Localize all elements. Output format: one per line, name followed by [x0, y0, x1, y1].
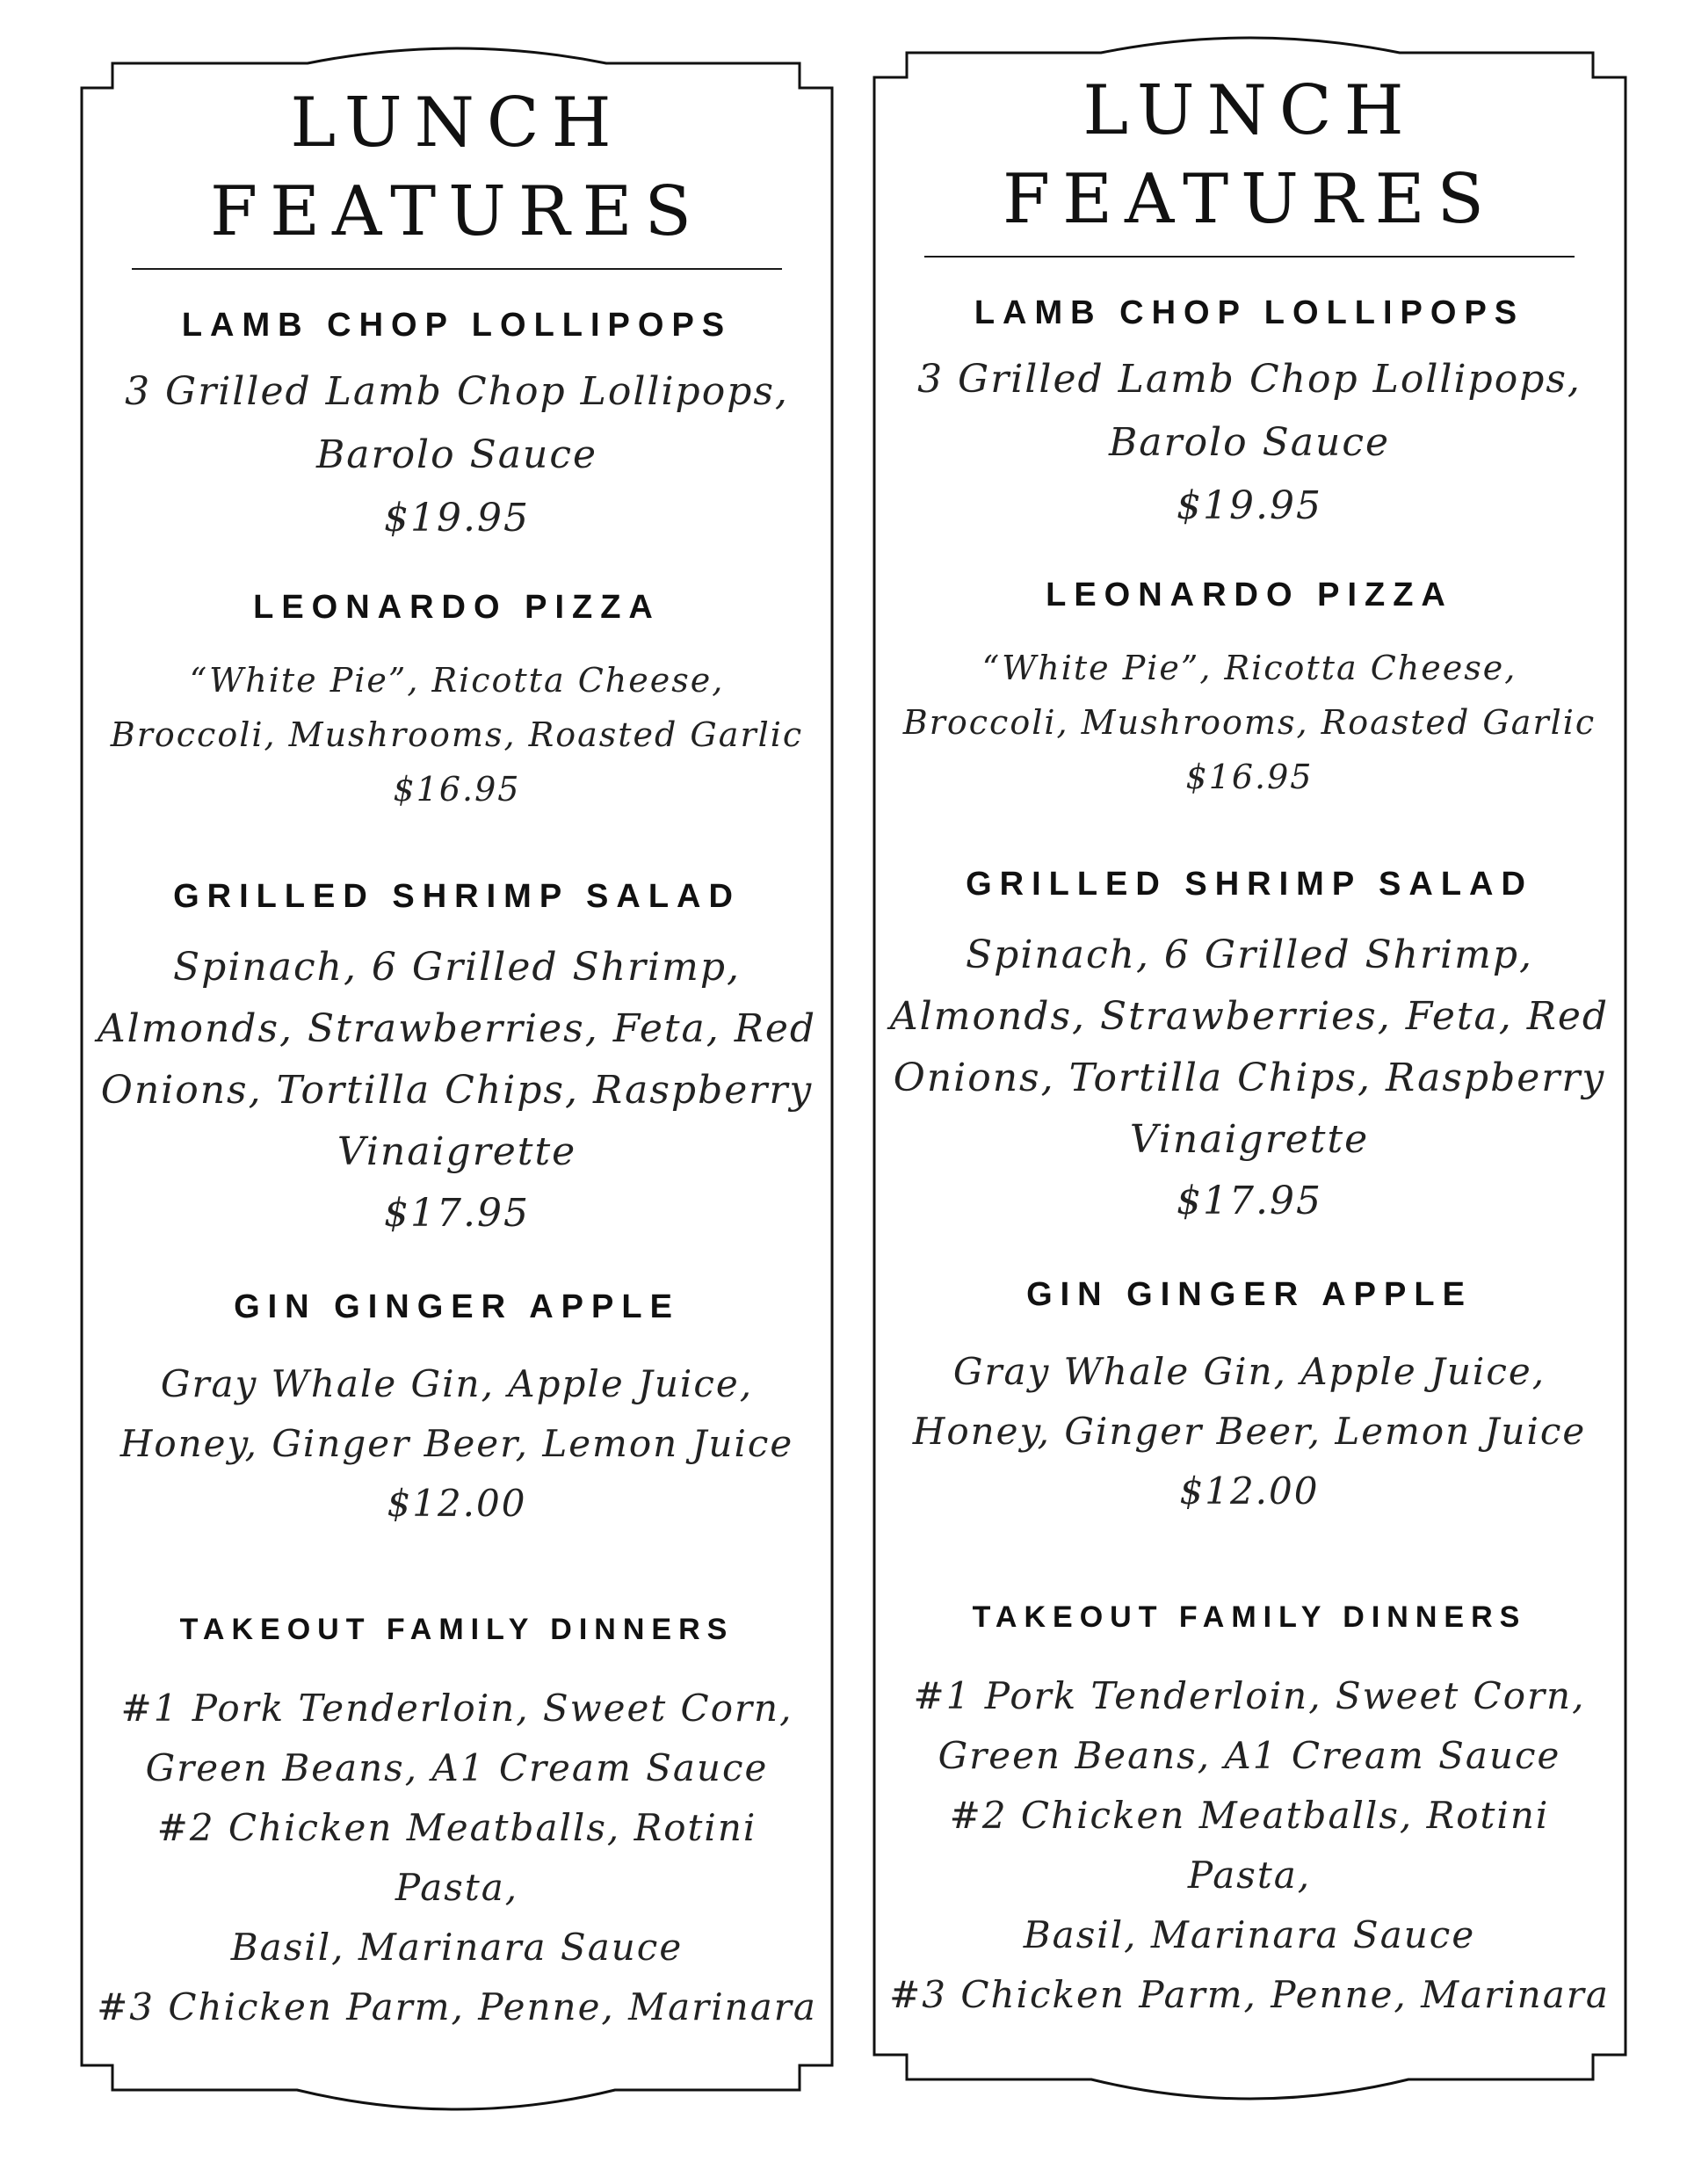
- title-features: FEATURES: [1003, 160, 1496, 240]
- item-name-pizza: LEONARDO PIZZA: [253, 588, 661, 626]
- item-name-lamb: LAMB CHOP LOLLIPOPS: [974, 294, 1525, 331]
- item-desc-gin: Gray Whale Gin, Apple Juice, Honey, Ginger Beer, Lemon Juice: [119, 1361, 794, 1465]
- takeout-line-5: #3 Chicken Parm, Penne, Marinara: [889, 1972, 1610, 2016]
- item-name-gin: GIN GINGER APPLE: [234, 1288, 680, 1325]
- item-price-lamb: $19.95: [384, 495, 530, 541]
- item-name-shrimp: GRILLED SHRIMP SALAD: [173, 877, 741, 915]
- takeout-list: [889, 1666, 1610, 2025]
- takeout-line-3: #2 Chicken Meatballs, Rotini Pasta,: [949, 1793, 1550, 1897]
- takeout-list: [97, 1679, 817, 2037]
- item-desc-pizza: “White Pie”, Ricotta Cheese, Broccoli, Mushrooms, Roasted Garlic: [902, 648, 1596, 742]
- item-desc-lamb: 3 Grilled Lamb Chop Lollipops, Barolo Sauce: [125, 368, 789, 477]
- right-menu-card: [889, 67, 1610, 2025]
- title-lunch: LUNCH: [1082, 71, 1416, 150]
- item-desc-lamb: 3 Grilled Lamb Chop Lollipops, Barolo Sauce: [917, 356, 1582, 465]
- item-desc-shrimp: Spinach, 6 Grilled Shrimp, Almonds, Strawberries, Feta, Red Onions, Tortilla Chips, Raspberry Vinaigrette: [889, 932, 1610, 1162]
- item-price-pizza: $16.95: [393, 769, 521, 809]
- takeout-line-2: Green Beans, A1 Cream Sauce: [938, 1733, 1561, 1777]
- title-divider: [132, 268, 782, 270]
- item-desc-pizza: “White Pie”, Ricotta Cheese, Broccoli, Mushrooms, Roasted Garlic: [110, 660, 804, 754]
- takeout-line-1: #1 Pork Tenderloin, Sweet Corn,: [913, 1673, 1586, 1717]
- item-name-takeout: TAKEOUT FAMILY DINNERS: [179, 1612, 735, 1646]
- takeout-line-4: Basil, Marinara Sauce: [230, 1925, 684, 1969]
- item-name-takeout: TAKEOUT FAMILY DINNERS: [972, 1600, 1527, 1634]
- takeout-line-5: #3 Chicken Parm, Penne, Marinara: [97, 1984, 817, 2028]
- item-price-shrimp: $17.95: [1177, 1178, 1322, 1223]
- item-name-gin: GIN GINGER APPLE: [1026, 1275, 1473, 1313]
- title-features: FEATURES: [210, 172, 704, 252]
- item-price-lamb: $19.95: [1177, 483, 1322, 528]
- takeout-line-4: Basil, Marinara Sauce: [1023, 1912, 1476, 1956]
- item-name-shrimp: GRILLED SHRIMP SALAD: [966, 865, 1533, 903]
- item-name-lamb: LAMB CHOP LOLLIPOPS: [181, 306, 733, 344]
- title-divider: [924, 256, 1575, 258]
- takeout-line-1: #1 Pork Tenderloin, Sweet Corn,: [120, 1686, 793, 1730]
- takeout-line-2: Green Beans, A1 Cream Sauce: [145, 1745, 769, 1789]
- title-lunch: LUNCH: [290, 83, 624, 163]
- takeout-line-3: #2 Chicken Meatballs, Rotini Pasta,: [156, 1805, 757, 1909]
- item-price-gin: $12.00: [387, 1481, 527, 1525]
- item-price-pizza: $16.95: [1185, 757, 1314, 796]
- item-price-gin: $12.00: [1179, 1469, 1320, 1513]
- item-desc-shrimp: Spinach, 6 Grilled Shrimp, Almonds, Strawberries, Feta, Red Onions, Tortilla Chips, Raspberry Vinaigrette: [97, 944, 817, 1174]
- item-name-pizza: LEONARDO PIZZA: [1046, 576, 1453, 613]
- left-menu-card: [97, 79, 817, 2037]
- item-price-shrimp: $17.95: [384, 1190, 530, 1236]
- item-desc-gin: Gray Whale Gin, Apple Juice, Honey, Ginger Beer, Lemon Juice: [912, 1349, 1587, 1453]
